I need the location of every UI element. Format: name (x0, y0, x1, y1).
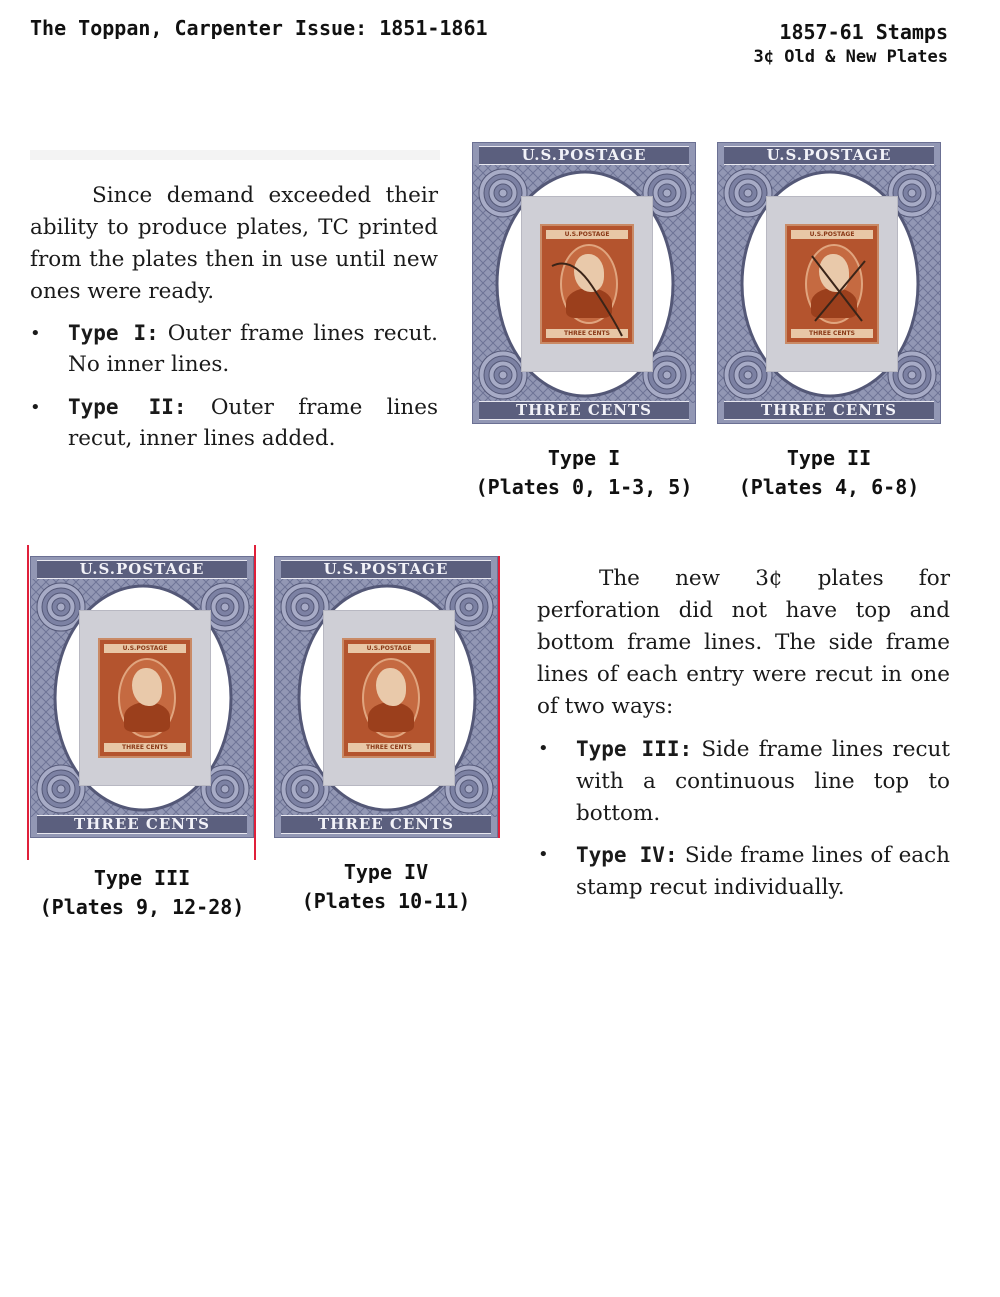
bullet-dot: • (538, 844, 549, 865)
stamp-image (785, 224, 879, 344)
second-bullet-2 (538, 839, 950, 904)
card-band-bottom: THREE CENTS (479, 401, 689, 420)
postmark-cancel (787, 226, 879, 344)
stamp-mount (79, 610, 211, 786)
intro-paragraph-block (30, 180, 438, 308)
caption-plates: (Plates 0, 1-3, 5) (475, 475, 693, 499)
stamp-card-type-2 (717, 142, 941, 424)
card-band-bottom: THREE CENTS (724, 401, 934, 420)
portrait-medallion (118, 658, 176, 738)
portrait-head (376, 668, 406, 706)
stamp-image (98, 638, 192, 758)
faint-scan-artifact (30, 150, 440, 160)
caption-type-4 (274, 858, 498, 916)
header-left-title: The Toppan, Carpenter Issue: 1851-1861 (30, 16, 488, 40)
header-right-subtitle: 3¢ Old & New Plates (753, 47, 948, 67)
card-band-bottom: THREE CENTS (281, 815, 491, 834)
stamp-label-top: U.S.POSTAGE (348, 644, 430, 653)
caption-type: Type III (93, 866, 191, 890)
caption-type-3 (30, 864, 254, 922)
bullet-dot: • (538, 738, 549, 759)
caption-plates: (Plates 9, 12-28) (39, 895, 245, 919)
stamp-label-bottom: THREE CENTS (791, 329, 873, 338)
bullet-dot: • (30, 397, 41, 418)
caption-plates: (Plates 10-11) (301, 889, 471, 913)
stamp-mount (766, 196, 898, 372)
red-rule-right (498, 556, 500, 838)
bullet-dot: • (30, 323, 41, 344)
stamp-image (540, 224, 634, 344)
caption-type-1 (472, 444, 696, 502)
bullet-term: Type I: (68, 321, 159, 345)
second-paragraph: The new 3¢ plates for perforation did not have top and bottom frame lines. The side frame lines of each entry were recut in one of two ways: (537, 566, 950, 719)
intro-bullet-2 (30, 392, 438, 454)
stamp-mount (323, 610, 455, 786)
red-rule-left (27, 545, 29, 860)
bullet-term: Type II: (68, 395, 187, 419)
bullet-text: Side frame lines of each stamp recut individually. (576, 843, 950, 900)
stamp-label-bottom: THREE CENTS (546, 329, 628, 338)
caption-plates: (Plates 4, 6-8) (738, 475, 920, 499)
portrait-bust (124, 702, 170, 732)
card-band-top: U.S.POSTAGE (479, 146, 689, 165)
intro-bullet-1 (30, 318, 438, 380)
second-bullet-1 (538, 733, 950, 830)
postmark-cancel (542, 226, 634, 344)
bullet-text: Outer frame lines recut, inner lines added. (68, 395, 438, 451)
bullet-text: Outer frame lines recut. No inner lines. (68, 321, 438, 377)
stamp-image (342, 638, 436, 758)
stamp-label-top: U.S.POSTAGE (104, 644, 186, 653)
stamp-label-bottom: THREE CENTS (104, 743, 186, 752)
card-band-top: U.S.POSTAGE (37, 560, 247, 579)
bullet-text: Side frame lines recut with a continuous line top to bottom. (576, 737, 950, 826)
stamp-label-top: U.S.POSTAGE (546, 230, 628, 239)
card-band-top: U.S.POSTAGE (281, 560, 491, 579)
header-right-title: 1857-61 Stamps (779, 20, 948, 44)
portrait-head (132, 668, 162, 706)
caption-type: Type II (786, 446, 872, 470)
portrait-bust (368, 702, 414, 732)
second-paragraph-block (537, 563, 950, 723)
red-rule-middle (254, 545, 256, 860)
stamp-card-type-3 (30, 556, 254, 838)
card-band-top: U.S.POSTAGE (724, 146, 934, 165)
stamp-label-top: U.S.POSTAGE (791, 230, 873, 239)
caption-type: Type I (547, 446, 621, 470)
caption-type: Type IV (343, 860, 429, 884)
intro-paragraph: Since demand exceeded their ability to produce plates, TC printed from the plates then in use until new ones were ready. (30, 183, 438, 304)
bullet-term: Type III: (576, 737, 693, 761)
bullet-term: Type IV: (576, 843, 678, 867)
stamp-card-type-1 (472, 142, 696, 424)
stamp-card-type-4 (274, 556, 498, 838)
card-band-bottom: THREE CENTS (37, 815, 247, 834)
portrait-medallion (362, 658, 420, 738)
stamp-mount (521, 196, 653, 372)
stamp-label-bottom: THREE CENTS (348, 743, 430, 752)
caption-type-2 (717, 444, 941, 502)
